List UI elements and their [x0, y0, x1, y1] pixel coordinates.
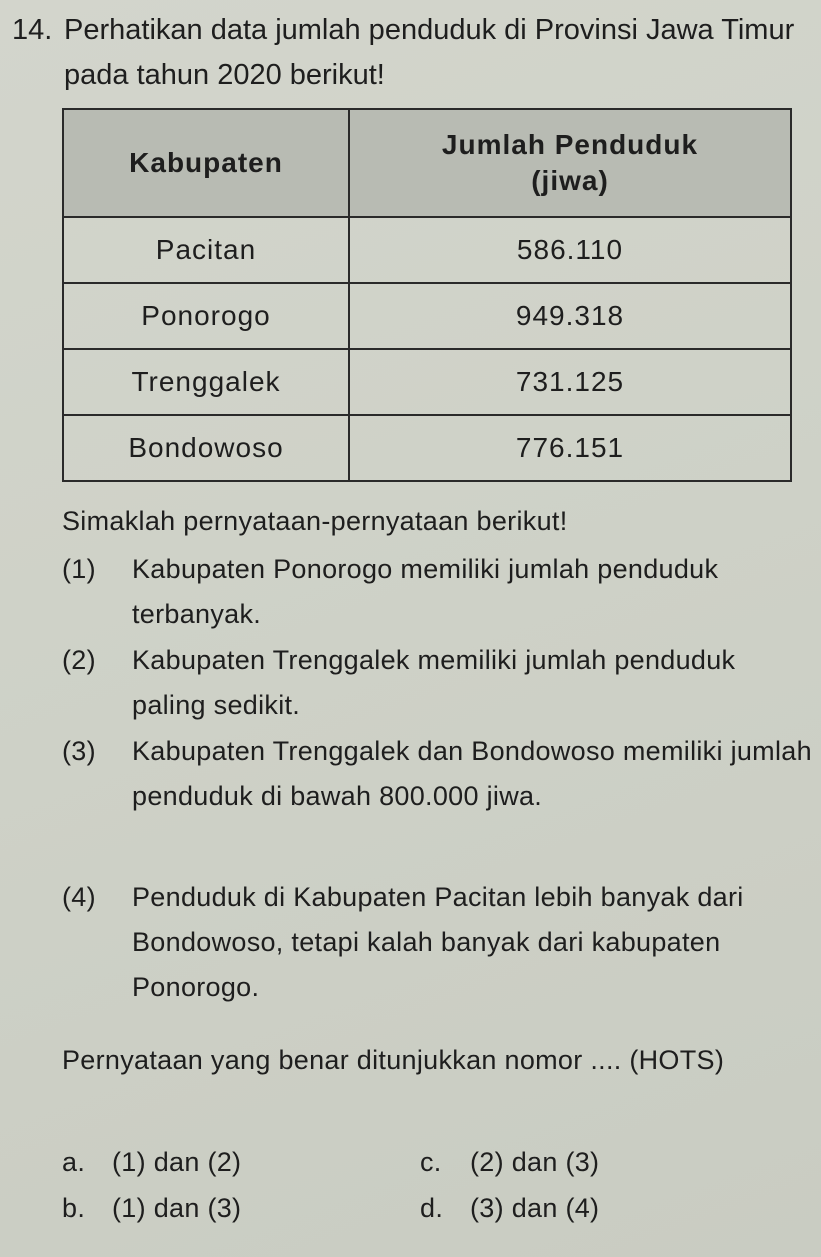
- cell-jumlah: 776.151: [349, 415, 791, 481]
- table-header-row: [63, 109, 791, 217]
- option-text: (2) dan (3): [470, 1147, 600, 1177]
- option-text: (1) dan (3): [112, 1193, 242, 1223]
- prompt-text: Pernyataan yang benar ditunjukkan nomor .... (HOTS): [62, 1045, 725, 1075]
- instruction-text: Simaklah pernyataan-pernyataan berikut!: [62, 506, 568, 536]
- statement-text: Kabupaten Trenggalek memiliki jumlah penduduk paling sedikit.: [132, 645, 736, 720]
- question-number: 14.: [12, 14, 53, 46]
- table-row: [63, 415, 791, 481]
- cell-jumlah: 731.125: [349, 349, 791, 415]
- population-table: [62, 108, 792, 482]
- cell-kabupaten: Trenggalek: [63, 349, 349, 415]
- statement-number: (4): [62, 882, 96, 912]
- cell-jumlah: 949.318: [349, 283, 791, 349]
- column-header-jumlah-penduduk: [349, 109, 791, 217]
- statement-number: (2): [62, 645, 96, 675]
- statement-text: Kabupaten Trenggalek dan Bondowoso memiliki jumlah penduduk di bawah 800.000 jiwa.: [132, 736, 812, 811]
- cell-kabupaten: Bondowoso: [63, 415, 349, 481]
- table-row: [63, 283, 791, 349]
- option-letter: d.: [420, 1193, 444, 1223]
- option-text: (3) dan (4): [470, 1193, 600, 1223]
- statement-number: (3): [62, 736, 96, 766]
- cell-kabupaten: Ponorogo: [63, 283, 349, 349]
- option-letter: a.: [62, 1147, 86, 1177]
- cell-jumlah: 586.110: [349, 217, 791, 283]
- option-letter: b.: [62, 1193, 86, 1223]
- option-letter: c.: [420, 1147, 442, 1177]
- question-text: Perhatikan data jumlah penduduk di Provinsi Jawa Timur pada tahun 2020 berikut!: [64, 14, 795, 91]
- table-row: [63, 217, 791, 283]
- option-text: (1) dan (2): [112, 1147, 242, 1177]
- column-header-jumlah-penduduk-label: Jumlah Penduduk (jiwa): [441, 129, 699, 196]
- cell-kabupaten: Pacitan: [63, 217, 349, 283]
- statement-number: (1): [62, 554, 96, 584]
- statement-text: Penduduk di Kabupaten Pacitan lebih banyak dari Bondowoso, tetapi kalah banyak dari kabupaten Ponorogo.: [132, 882, 744, 1002]
- table-row: [63, 349, 791, 415]
- column-header-kabupaten: Kabupaten: [63, 109, 349, 217]
- statement-text: Kabupaten Ponorogo memiliki jumlah penduduk terbanyak.: [132, 554, 719, 629]
